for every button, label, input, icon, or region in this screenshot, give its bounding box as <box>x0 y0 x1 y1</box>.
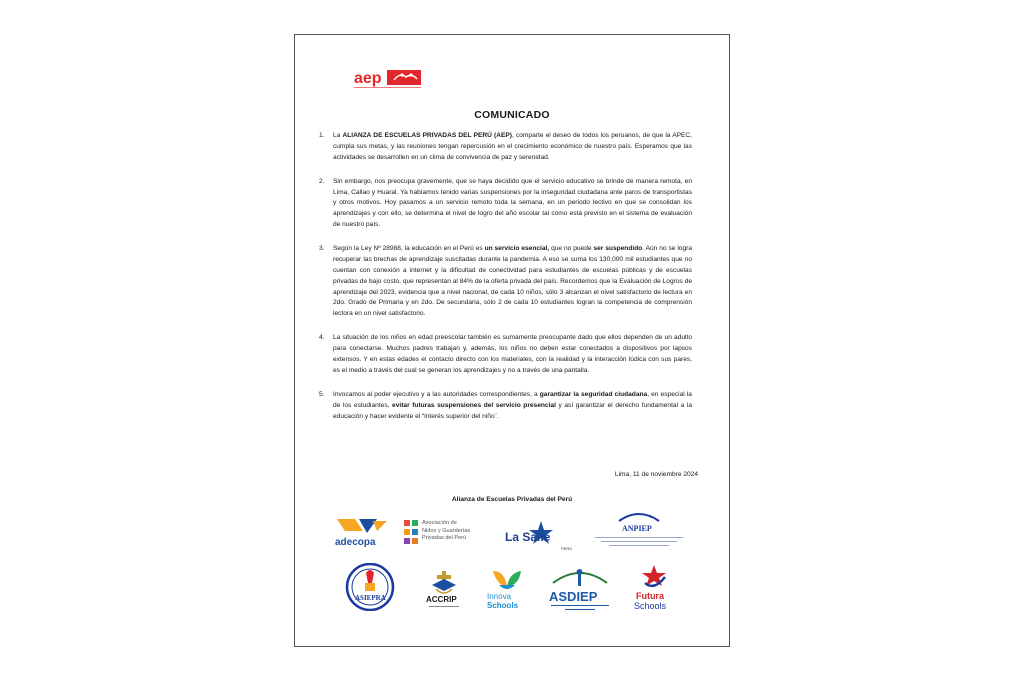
item-number: 4. <box>319 334 325 342</box>
text-run: La <box>333 132 343 139</box>
date-line: Lima, 11 de noviembre 2024 <box>614 471 698 478</box>
list-item <box>319 131 692 163</box>
accrip-logo <box>419 569 469 611</box>
lasalle-logo <box>503 519 579 553</box>
item-number: 1. <box>319 132 325 139</box>
item-text <box>333 244 692 320</box>
svg-text:ASIEPRA: ASIEPRA <box>355 594 386 602</box>
list-item <box>319 333 692 376</box>
svg-text:ANPIEP: ANPIEP <box>622 524 652 533</box>
innova-schools-logo <box>483 567 529 611</box>
item-number: 5. <box>319 391 325 399</box>
bold-text: garantizar la seguridad ciudadana <box>539 391 648 399</box>
blocks-icon <box>403 519 419 547</box>
item-text <box>333 333 692 376</box>
communique-items <box>319 131 692 436</box>
list-item <box>319 244 692 320</box>
bold-text: evitar futuras suspensiones del servicio presencial <box>392 401 556 409</box>
item-number: 2. <box>319 177 325 185</box>
text-run: Invocamos al poder ejecutivo y a las autoridades correspondientes, a <box>333 391 540 399</box>
item-text <box>333 177 692 231</box>
bold-text: ALIANZA DE ESCUELAS PRIVADAS DEL PERÚ (AEP) <box>342 132 512 139</box>
futura-schools-logo <box>629 563 679 611</box>
asdiep-logo <box>543 567 617 613</box>
text-run: Sin embargo, nos preocupa gravemente, que se haya decidido que el servicio educativo se brinde de manera remota, en Lima, Callao y Huaral. Ya habíamos tenido varias suspensiones por la inseguridad ciudadana ante paros de transportistas y otros motivos. Hoy pasamos a un servicio remoto toda la semana, en un periodo lectivo en que se consolidan los aprendizajes y con ello, se determina el nivel de logro del año escolar tal como está previsto en el sistema de evaluación de nuestro país. <box>333 177 692 229</box>
svg-text:aep: aep <box>354 70 382 87</box>
communique-page <box>294 34 730 647</box>
page-title: COMUNICADO <box>474 109 550 121</box>
text-run: que no puede <box>549 245 594 253</box>
list-item <box>319 177 692 231</box>
anidg-line-1: Asociación de <box>422 520 457 526</box>
item-text <box>333 131 692 163</box>
svg-text:Schools: Schools <box>634 601 667 611</box>
svg-text:adecopa: adecopa <box>335 537 376 548</box>
text-run: La situación de los niños en edad preescolar también es sumamente preocupante dado que ellos dependen de un adulto para conectarse. Muchos padres trabajan y, además, los niños no deben estar conectados a dispositivos por lapsos extensos. Y en estas edades el contacto directo con los materiales, con la realidad y la interacción lúdica con sus pares, es el medio a través del cual se generan los aprendizajes y no a través de una pantalla. <box>333 334 692 374</box>
svg-text:ACCRIP: ACCRIP <box>426 595 457 604</box>
alliance-title: Alianza de Escuelas Privadas del Perú <box>451 496 573 503</box>
text-run: . Aún no se logra recuperar las brechas de aprendizaje suscitadas durante la pandemia. A eso se suma los 130,000 mil estudiantes que no cuentan con conexión a internet y la dificultad de conectividad para estudiantes de escuelas públicas y de escuelas privadas de bajo costo, que representan al 84% de la oferta privada del país. Recordemos que la Evaluación de Logros de aprendizaje del 2023, evidencia que a nivel nacional, de cada 10 niños, sólo 3 alcanzan el nivel satisfactorio de lectura en 2do. Grado de Primaria y en 2do. De secundaria, sólo 2 de cada 10 estudiantes logran la competencia de comprensión lectora en un nivel satisfactorio. <box>333 245 692 318</box>
list-item <box>319 390 692 422</box>
asiepra-logo <box>338 563 402 611</box>
adecopa-logo <box>333 517 391 551</box>
text-run: Según la Ley Nº 28988, la educación en el Perú es <box>333 245 485 253</box>
text-run: y así garantizar el derecho fundamental a la educación y hacer evidente el “interés superior del niño¨. <box>333 401 692 420</box>
svg-text:Futura: Futura <box>636 591 664 601</box>
bold-text: ser suspendido <box>593 245 643 253</box>
item-text <box>333 390 692 422</box>
anidg-line-2: Nidos y Guarderías <box>422 527 471 534</box>
svg-text:ASDIEP: ASDIEP <box>549 589 598 604</box>
anpiep-logo <box>591 509 687 553</box>
text-run: , en especial la de los estudiantes, <box>333 391 692 409</box>
aep-logo <box>354 68 422 90</box>
svg-text:Innova: Innova <box>487 592 512 601</box>
text-run: , comparte el deseo de todos los peruanos, de que la APEC, cumpla sus metas, y las reuniones tengan repercusión en el crecimiento económico de nuestro país. Esperamos que las actividades se desarrollen en un clima de convivencia de paz y serenidad. <box>333 132 693 161</box>
svg-text:La Salle: La Salle <box>505 530 551 544</box>
svg-text:PERÚ: PERÚ <box>561 546 573 551</box>
anidg-logo <box>403 519 489 549</box>
anidg-line-3: Privadas del Perú <box>422 535 467 542</box>
item-number: 3. <box>319 245 325 253</box>
bold-text: un servicio esencial, <box>484 245 550 253</box>
svg-text:Schools: Schools <box>487 601 519 610</box>
